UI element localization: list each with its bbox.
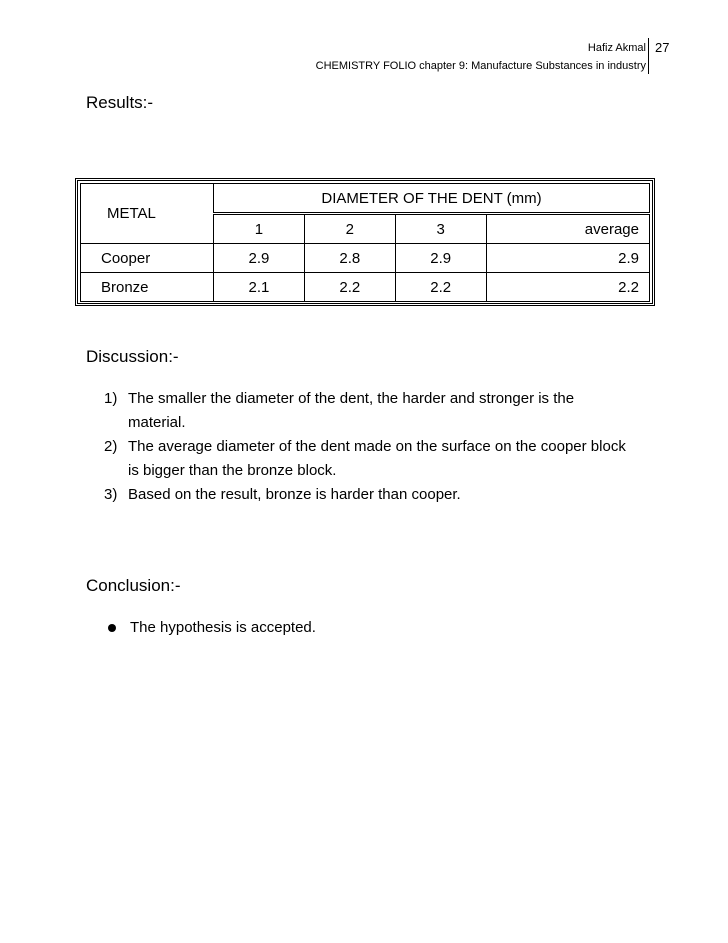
conclusion-list [104,619,316,636]
table-cell: 2.2 [395,273,486,302]
header-author: Hafiz Akmal [587,42,646,54]
metal-name: Cooper [81,244,214,273]
metal-name: Bronze [81,273,214,302]
sub-header: 2 [304,214,395,244]
list-item [104,435,634,483]
bullet-icon [108,624,116,632]
table-cell: 2.1 [214,273,305,302]
table-cell: 2.2 [304,273,395,302]
list-number: 2) [104,438,118,455]
results-heading: Results:- [86,93,154,112]
table-cell: 2.2 [486,273,649,302]
results-table [75,178,655,306]
page-number: 27 [655,40,670,55]
list-text: The smaller the diameter of the dent, the harder and stronger is the material. [128,390,575,431]
list-text: Based on the result, bronze is harder than cooper. [128,486,461,503]
table-cell: 2.9 [214,244,305,273]
list-item [104,387,634,435]
header-title: CHEMISTRY FOLIO chapter 9: Manufacture Substances in industry [315,60,646,72]
discussion-list [104,387,634,507]
sub-header: 1 [214,214,305,244]
table-cell: 2.9 [395,244,486,273]
table-row [81,273,650,302]
table-cell: 2.8 [304,244,395,273]
sub-header: average [486,214,649,244]
table-cell: 2.9 [486,244,649,273]
metal-header: METAL [81,184,214,244]
sub-header: 3 [395,214,486,244]
header-divider [648,38,649,74]
conclusion-heading: Conclusion:- [86,576,181,595]
list-number: 1) [104,390,118,407]
list-text: The average diameter of the dent made on the surface on the cooper block is bigger than the bronze block. [128,438,626,479]
list-text: The hypothesis is accepted. [130,619,316,636]
diameter-header: DIAMETER OF THE DENT (mm) [214,184,650,214]
list-item [104,483,634,507]
discussion-heading: Discussion:- [86,347,179,366]
table-row [81,244,650,273]
list-number: 3) [104,486,118,503]
